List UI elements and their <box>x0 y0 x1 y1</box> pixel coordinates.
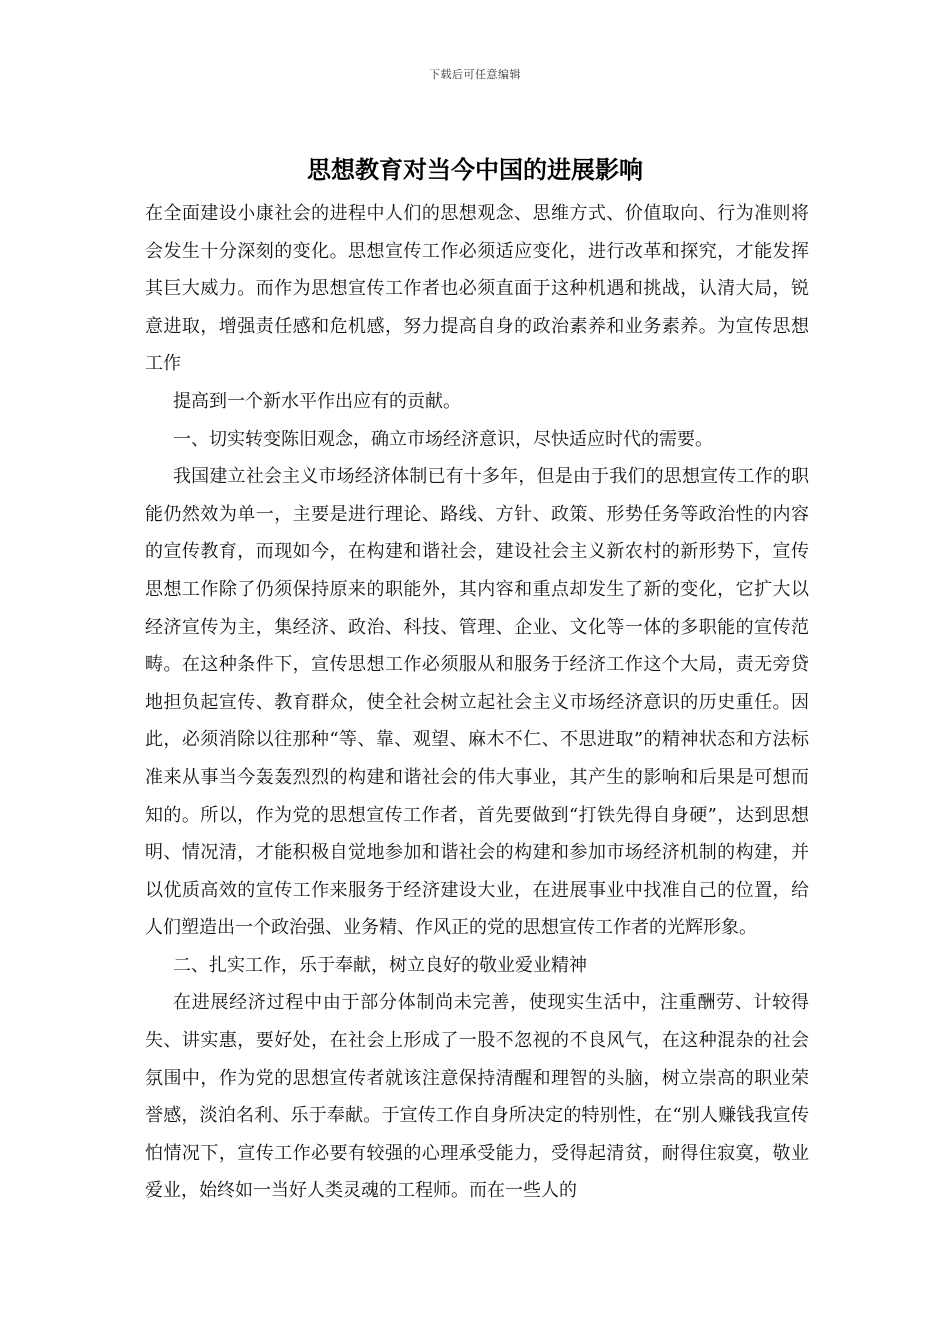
header-note: 下载后可任意编辑 <box>429 68 521 81</box>
paragraph-intro: 在全面建设小康社会的进程中人们的思想观念、思维方式、价值取向、行为准则将会发生十分深刻的变化。思想宣传工作必须适应变化，进行改革和探究，才能发挥其巨大威力。而作为思想宣传工作者也必须直面于这种机遇和挑战，认清大局，锐意进取，增强责任感和危机感，努力提高自身的政治素养和业务素养。为宣传思想工作 <box>145 203 809 375</box>
section-heading-two: 二、扎实工作，乐于奉献，树立良好的敬业爱业精神 <box>173 954 587 976</box>
paragraph-section-two: 在进展经济过程中由于部分体制尚未完善，使现实生活中，注重酬劳、计较得失、讲实惠，要好处，在社会上形成了一股不忽视的不良风气，在这种混杂的社会氛围中，作为党的思想宣传者就该注意保持清醒和理智的头脑，树立崇高的职业荣誉感，淡泊名利、乐于奉献。于宣传工作自身所决定的特别性，在“别人赚钱我宣传怕情况下，宣传工作必要有较强的心理承受能力，受得起清贫，耐得住寂寞，敬业爱业，始终如一当好人类灵魂的工程师。而在一些人的 <box>145 992 809 1202</box>
section-heading-one: 一、切实转变陈旧观念，确立市场经济意识，尽快适应时代的需要。 <box>173 428 713 450</box>
paragraph-section-one: 我国建立社会主义市场经济体制已有十多年，但是由于我们的思想宣传工作的职能仍然效为单一，主要是进行理论、路线、方针、政策、形势任务等政治性的内容的宣传教育，而现如今，在构建和谐社会，建设社会主义新农村的新形势下，宣传思想工作除了仍须保持原来的职能外，其内容和重点却发生了新的变化，它扩大以经济宣传为主，集经济、政治、科技、管理、企业、文化等一体的多职能的宣传范畴。在这种条件下，宣传思想工作必须服从和服务于经济工作这个大局，责无旁贷地担负起宣传、教育群众，使全社会树立起社会主义市场经济意识的历史重任。因此，必须消除以往那种“等、靠、观望、麻木不仁、不思进取”的精神状态和方法标准来从事当今轰轰烈烈的构建和谐社会的伟大事业，其产生的影响和后果是可想而知的。所以，作为党的思想宣传工作者，首先要做到“打铁先得自身硬”，达到思想明、情况清，才能积极自觉地参加和谐社会的构建和参加市场经济机制的构建，并以优质高效的宣传工作来服务于经济建设大业，在进展事业中找准自己的位置，给人们塑造出一个政治强、业务精、作风正的党的思想宣传工作者的光辉形象。 <box>145 466 809 939</box>
document-body <box>145 195 809 1210</box>
paragraph-intro-continuation: 提高到一个新水平作出应有的贡献。 <box>173 390 461 412</box>
document-title: 思想教育对当今中国的进展影响 <box>307 156 643 184</box>
